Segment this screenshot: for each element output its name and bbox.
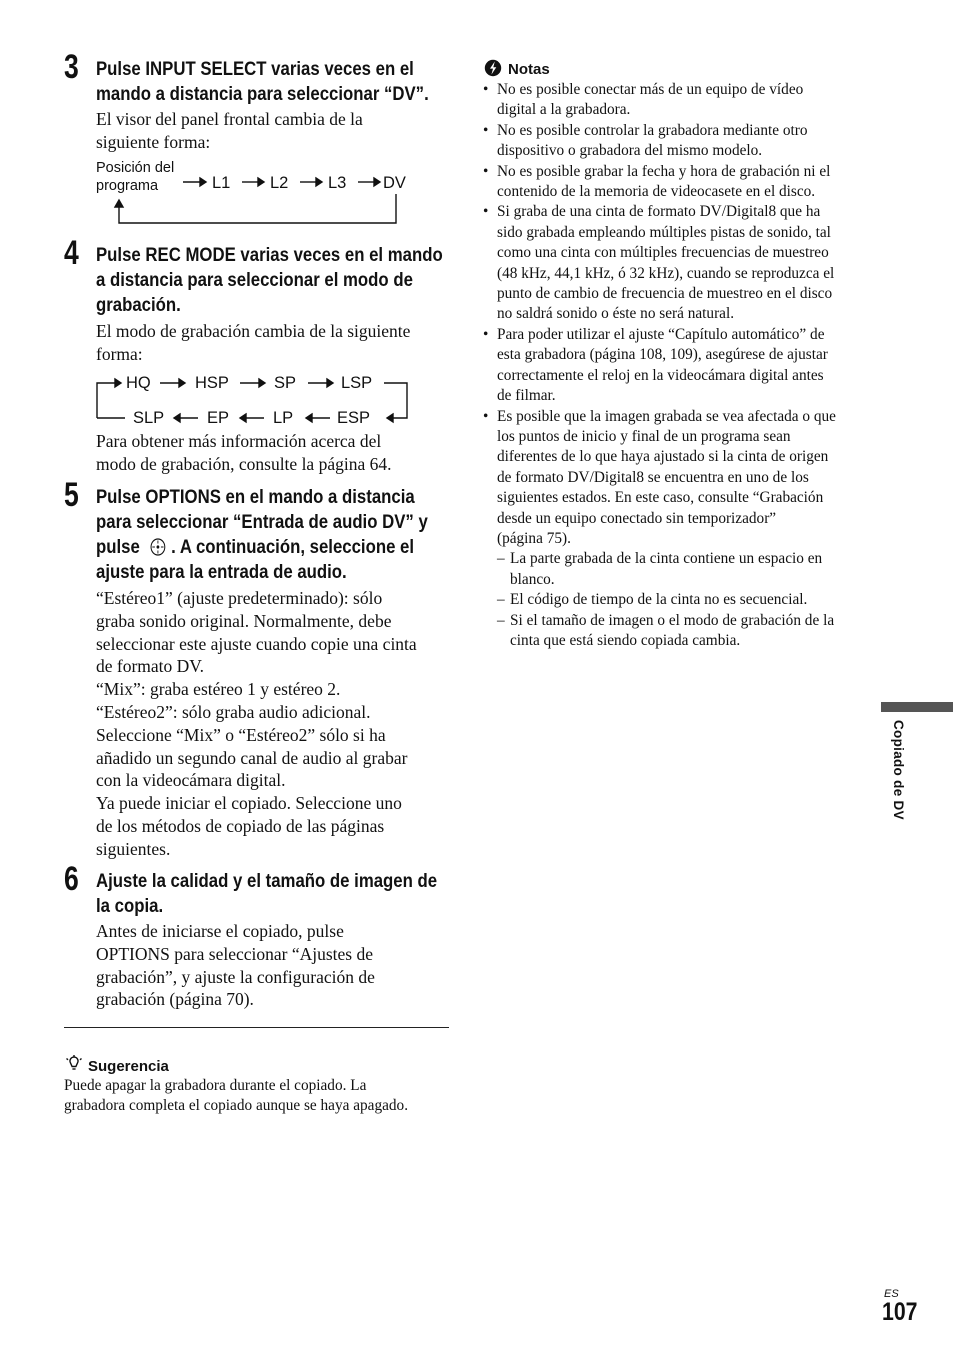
note-line: – Si el tamaño de imagen o el modo de grabación de la [510, 611, 835, 629]
tip-header [64, 1054, 169, 1076]
body-line: seleccionar este ajuste cuando copie una cinta [96, 633, 417, 654]
heading-pulse-text: pulse [96, 536, 140, 558]
note-line: no saldrá sonido o éste no será natural. [497, 305, 735, 323]
body-line: Ya puede iniciar el copiado. Seleccione uno [96, 793, 402, 814]
note-line: (48 kHz, 44,1 kHz, ó 32 kHz), cuando se reproduzca el [497, 264, 835, 282]
step-4-heading [96, 243, 443, 318]
heading-line: Ajuste la calidad y el tamaño de imagen de [96, 870, 438, 892]
note-line: – La parte grabada de la cinta contiene un espacio en [510, 550, 823, 568]
body-line: El modo de grabación cambia de la siguiente [96, 321, 411, 341]
step-5-number: 5 [64, 476, 79, 514]
divider [64, 1027, 449, 1028]
mode-ep: EP [207, 409, 230, 427]
note-line: cinta que está siendo copiada cambia. [510, 631, 741, 649]
mode-sp: SP [274, 374, 297, 392]
body-line: de formato DV. [96, 656, 205, 677]
body-line: Antes de iniciarse el copiado, pulse [96, 921, 344, 941]
note-line: blanco. [510, 570, 555, 588]
mode-lp: LP [273, 409, 294, 427]
note-item [483, 325, 836, 407]
tip-line: grabadora completa el copiado aunque se haya apagado. [64, 1097, 409, 1115]
note-line: diferentes de lo que haya ajustado si la cinta de origen [497, 448, 829, 466]
step-6-number: 6 [64, 860, 79, 898]
mode-esp: ESP [337, 409, 371, 427]
note-line: los puntos de inicio y final de un programa sean [497, 427, 791, 445]
body-line: siguiente forma: [96, 131, 211, 152]
note-item [483, 162, 836, 203]
note-item [483, 202, 836, 324]
body-line: Para obtener más información acerca del [96, 431, 382, 451]
body-line: grabación”, y ajuste la configuración de [96, 966, 375, 987]
note-line: – El código de tiempo de la cinta no es secuencial. [510, 591, 808, 609]
notes-title: Notas [508, 61, 550, 78]
body-line: forma: [96, 343, 143, 364]
heading-line: para seleccionar “Entrada de audio DV” y [96, 511, 428, 533]
note-item [483, 80, 836, 121]
mode-hsp: HSP [195, 374, 229, 392]
heading-line: mando a distancia para seleccionar “DV”. [96, 83, 429, 105]
label-line: Posición del [96, 160, 175, 176]
step-3-number: 3 [64, 48, 79, 86]
body-line: de los métodos de copiado de las páginas [96, 815, 385, 836]
body-line: siguientes. [96, 838, 171, 859]
step-6-body [96, 920, 375, 1011]
notes-header [484, 58, 550, 79]
note-line: contenido de la memoria de videocasete en el disco. [497, 183, 816, 201]
step-5-body [96, 587, 417, 861]
heading-line: Pulse REC MODE varias veces en el mando [96, 244, 443, 266]
note-subitem [483, 590, 836, 610]
mode-hq: HQ [126, 374, 151, 392]
note-line: desde un equipo conectado sin temporizador” [497, 509, 777, 527]
note-line: de formato DV/Digital8 se encuentra en uno de los [497, 468, 809, 486]
note-subitem [483, 549, 836, 590]
heading-line: Pulse INPUT SELECT varias veces en el [96, 58, 414, 80]
step-3-heading [96, 57, 429, 107]
tip-title: Sugerencia [88, 1058, 169, 1075]
note-line: • No es posible controlar la grabadora mediante otro [497, 121, 808, 139]
body-line: “Estéreo1” (ajuste predeterminado): sólo [96, 588, 383, 608]
heading-line: Pulse OPTIONS en el mando a distancia [96, 486, 415, 508]
note-item [483, 407, 836, 550]
heading-line: grabación. [96, 294, 181, 316]
step-4-body [96, 320, 410, 366]
note-line: • No es posible conectar más de un equipo de vídeo [497, 81, 804, 98]
body-line: añadido un segundo canal de audio al grabar [96, 747, 408, 768]
body-line: Seleccione “Mix” o “Estéreo2” sólo si ha [96, 724, 386, 745]
input-l2: L2 [270, 174, 289, 192]
note-line: • Si graba de una cinta de formato DV/Digital8 que ha [497, 203, 821, 221]
section-tab-label: Copiado de DV [891, 720, 906, 820]
note-icon [484, 58, 504, 78]
note-line: • No es posible grabar la fecha y hora de grabación ni el [497, 162, 831, 180]
note-item [483, 121, 836, 162]
step-6-heading [96, 869, 437, 919]
heading-pulse-rest: . A continuación, seleccione el [171, 536, 415, 558]
body-line: con la videocámara digital. [96, 770, 286, 791]
step-5-heading [96, 485, 428, 585]
note-line: (página 75). [497, 529, 571, 547]
language-code: ES [884, 1288, 899, 1300]
note-line: • Es posible que la imagen grabada se vea afectada o que [497, 407, 836, 425]
body-line: “Mix”: graba estéreo 1 y estéreo 2. [96, 679, 341, 700]
input-cycle-arrows [90, 160, 420, 230]
input-dv: DV [383, 174, 406, 192]
note-line: correctamente el reloj en la videocámara digital antes [497, 366, 824, 384]
note-line: sido grabada empleando múltiples pistas de sonido, tal [497, 223, 831, 241]
heading-line: ajuste para la entrada de audio. [96, 561, 347, 583]
note-line: dispositivo o grabadora del mismo modelo. [497, 142, 763, 160]
enter-button-icon [148, 537, 170, 557]
note-subitem [483, 611, 836, 652]
heading-line [96, 535, 428, 560]
note-line: siguientes estados. En este caso, consulte “Grabación [497, 489, 824, 507]
body-line: “Estéreo2”: sólo graba audio adicional. [96, 701, 371, 722]
mode-lsp: LSP [341, 374, 373, 392]
step-4-number: 4 [64, 234, 79, 272]
mode-slp: SLP [133, 409, 165, 427]
notes-list [483, 80, 836, 651]
note-line: digital a la grabadora. [497, 101, 631, 119]
tip-line: Puede apagar la grabadora durante el copiado. La [64, 1077, 367, 1094]
input-l1: L1 [212, 174, 231, 192]
note-line: esta grabadora (página 108, 109), asegúrese de ajustar [497, 346, 828, 364]
body-line: El visor del panel frontal cambia de la [96, 109, 363, 129]
step-4-body-2 [96, 430, 391, 476]
tip-text [64, 1076, 408, 1117]
lightbulb-icon [64, 1054, 84, 1074]
page-number: 107 [882, 1298, 918, 1326]
body-line: modo de grabación, consulte la página 64. [96, 453, 392, 474]
heading-line: la copia. [96, 895, 164, 917]
body-line: OPTIONS para seleccionar “Ajustes de [96, 943, 373, 964]
note-line: punto de cambio de frecuencia de muestreo en el disco [497, 285, 833, 303]
section-tab-bar [881, 702, 953, 712]
input-l3: L3 [328, 174, 347, 192]
label-line: programa [96, 178, 159, 194]
step-3-body [96, 108, 363, 154]
note-line: de filmar. [497, 387, 556, 405]
body-line: graba sonido original. Normalmente, debe [96, 610, 392, 631]
note-line: como una cinta con múltiples frecuencias de muestreo [497, 244, 829, 262]
note-line: • Para poder utilizar el ajuste “Capítulo automático” de [497, 325, 825, 343]
heading-line: a distancia para seleccionar el modo de [96, 269, 413, 291]
body-line: grabación (página 70). [96, 989, 254, 1010]
